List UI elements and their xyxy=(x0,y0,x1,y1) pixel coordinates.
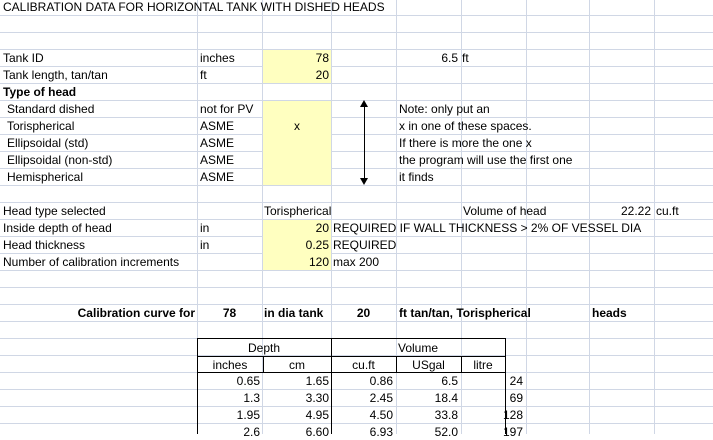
cell-litre: 24 xyxy=(509,374,523,388)
inside-depth-note: REQUIRED IF WALL THICKNESS > 2% OF VESSEL DIA xyxy=(333,221,642,235)
note-line: Note: only put an xyxy=(399,102,490,116)
col-header-cuft: cu.ft xyxy=(352,358,375,372)
cell-usgal: 52.0 xyxy=(434,425,458,439)
cell-cm: 3.30 xyxy=(305,391,329,405)
cell-inches: 2.6 xyxy=(243,425,260,439)
cell-litre: 197 xyxy=(502,425,523,439)
volume-header: Volume xyxy=(397,341,439,355)
curve-heading-dia-text: in dia tank xyxy=(264,306,324,320)
note-line: it finds xyxy=(399,170,434,184)
head-type-label: Torispherical xyxy=(7,119,75,133)
head-thickness-note: REQUIRED xyxy=(333,238,397,252)
calib-increments-input[interactable]: 120 xyxy=(308,255,329,269)
tank-id-ft-value: 6.5 xyxy=(441,51,458,65)
volume-of-head-label: Volume of head xyxy=(463,204,547,218)
head-thickness-unit: in xyxy=(200,238,210,252)
col-header-litre: litre xyxy=(473,358,493,372)
volume-of-head-value: 22.22 xyxy=(620,204,651,218)
cell-inches: 0.65 xyxy=(236,374,260,388)
head-type-label: Standard dished xyxy=(7,102,95,116)
calib-increments-label: Number of calibration increments xyxy=(3,255,180,269)
inside-depth-input[interactable]: 20 xyxy=(315,221,329,235)
cell-litre: 128 xyxy=(502,408,523,422)
tank-length-unit: ft xyxy=(200,68,207,82)
cell-inches: 1.3 xyxy=(243,391,260,405)
curve-heading-suffix: heads xyxy=(592,306,627,320)
head-type-mark-input[interactable] xyxy=(263,169,331,185)
cell-usgal: 33.8 xyxy=(434,408,458,422)
depth-header: Depth xyxy=(247,341,281,355)
head-type-mark-input[interactable] xyxy=(263,101,331,117)
cell-cuft: 0.86 xyxy=(369,374,393,388)
note-line: If there is more the one x xyxy=(399,136,532,150)
cell-usgal: 6.5 xyxy=(441,374,458,388)
note-line: the program will use the first one xyxy=(399,153,573,167)
head-type-label: Hemispherical xyxy=(7,170,84,184)
head-type-selected-label: Head type selected xyxy=(3,204,106,218)
cell-inches: 1.95 xyxy=(236,408,260,422)
tank-id-unit: inches xyxy=(200,51,235,65)
col-header-inches: inches xyxy=(212,358,248,372)
head-thickness-label: Head thickness xyxy=(3,238,86,252)
head-type-label: Ellipsoidal (std) xyxy=(7,136,89,150)
volume-of-head-unit: cu.ft xyxy=(656,204,679,218)
head-type-mark-input[interactable]: x xyxy=(294,119,300,133)
arrow-down-icon xyxy=(360,178,368,185)
cell-cm: 4.95 xyxy=(305,408,329,422)
head-type-code: ASME xyxy=(200,170,235,184)
cell-cuft: 6.93 xyxy=(369,425,393,439)
head-type-code: ASME xyxy=(200,153,235,167)
tank-id-input[interactable]: 78 xyxy=(315,51,329,65)
head-type-label: Ellipsoidal (non-std) xyxy=(7,153,113,167)
tank-length-label: Tank length, tan/tan xyxy=(3,68,108,82)
head-type-mark-input[interactable] xyxy=(263,135,331,151)
curve-heading-len: 20 xyxy=(356,306,371,320)
cell-cm: 6.60 xyxy=(305,425,329,439)
cell-cuft: 4.50 xyxy=(369,408,393,422)
head-type-code: ASME xyxy=(200,136,235,150)
curve-heading-dia: 78 xyxy=(222,306,237,320)
col-header-usgal: USgal xyxy=(412,358,445,372)
note-line: x in one of these spaces. xyxy=(399,119,532,133)
table-border-top xyxy=(197,338,506,339)
inside-depth-label: Inside depth of head xyxy=(3,221,112,235)
tank-length-input[interactable]: 20 xyxy=(315,68,329,82)
tank-id-ft-unit: ft xyxy=(462,51,469,65)
cell-cuft: 2.45 xyxy=(369,391,393,405)
cell-cm: 1.65 xyxy=(305,374,329,388)
cell-usgal: 18.4 xyxy=(434,391,458,405)
head-type-code: ASME xyxy=(200,119,235,133)
curve-heading-len-text: ft tan/tan, Torispherical xyxy=(399,306,531,320)
col-header-cm: cm xyxy=(289,358,305,372)
arrow-line xyxy=(364,104,365,180)
cell-litre: 69 xyxy=(509,391,523,405)
head-type-mark-input[interactable] xyxy=(263,152,331,168)
head-type-selected-value: Torispherical xyxy=(264,204,332,218)
calib-increments-note: max 200 xyxy=(333,255,380,269)
type-of-head-heading: Type of head xyxy=(3,85,77,99)
sheet-title: CALIBRATION DATA FOR HORIZONTAL TANK WITH DISHED HEADS xyxy=(3,0,385,14)
curve-heading-prefix: Calibration curve for xyxy=(77,306,195,320)
tank-id-label: Tank ID xyxy=(3,51,44,65)
head-thickness-input[interactable]: 0.25 xyxy=(305,238,329,252)
inside-depth-unit: in xyxy=(200,221,210,235)
head-type-code: not for PV xyxy=(200,102,254,116)
